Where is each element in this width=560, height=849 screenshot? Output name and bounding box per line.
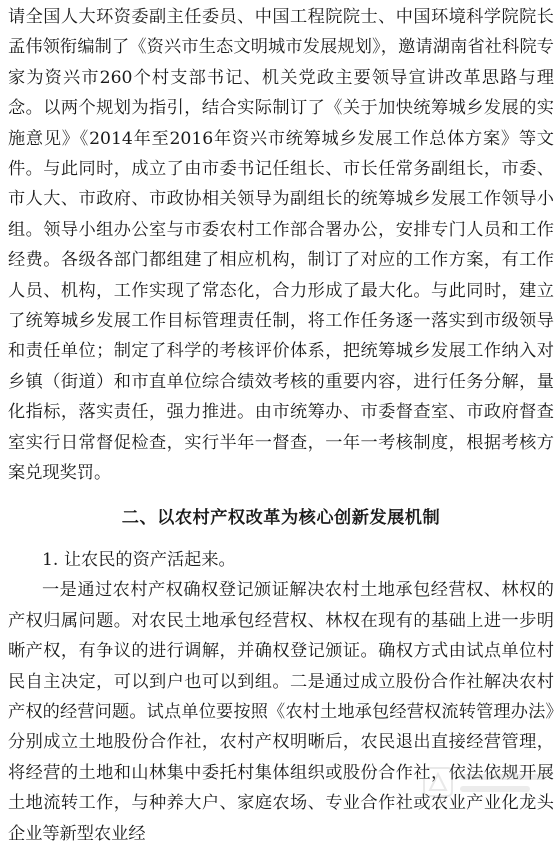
body-paragraph-2: 一是通过农村产权确权登记颁证解决农村土地承包经营权、林权的产权归属问题。对农民土地承包经营权、林权在现有的基础上进一步明晰产权，有争议的进行调解，并确权登记颁证。确权方式由试点单位村民自主决定，可以到户也可以到组。二是通过成立股份合作社解决农村产权的经营问题。试点单位要按照《农村土地承包经营权流转管理办法》分别成立土地股份合作社，农村产权明晰后，农民退出直接经营管理，将经营的土地和山林集中委托村集体组织或股份合作社，依法依规开展土地流转工作，与种养大户、家庭农场、专业合作社或农业产业化龙头企业等新型农业经 [8,580,554,844]
body-paragraph-1: 请全国人大环资委副主任委员、中国工程院院士、中国环境科学院院长孟伟领衔编制了《资兴市生态文明城市发展规划》，邀请湖南省社科院专家为资兴市260个村支部书记、机关党政主要领导宣讲改革思路与理念。以两个规划为指引，结合实际制订了《关于加快统筹城乡发展的实施意见》《2014年至2016年资兴市统筹城乡发展工作总体方案》等文件。与此同时，成立了由市委书记任组长、市长任常务副组长，市委、市人大、市政府、市政协相关领导为副组长的统筹城乡发展工作领导小组。领导小组办公室与市委农村工作部合署办公，安排专门人员和工作经费。各级各部门都组建了相应机构，制订了对应的工作方案，有工作人员、机构，工作实现了常态化，合力形成了最大化。与此同时，建立了统筹城乡发展工作目标管理责任制，将工作任务逐一落实到市级领导和责任单位；制定了科学的考核评价体系，把统筹城乡发展工作纳入对乡镇（街道）和市直单位综合绩效考核的重要内容，进行任务分解，量化指标，落实责任，强力推进。由市统筹办、市委督查室、市政府督查室实行日常督促检查，实行半年一督查，一年一考核制度，根据考核方案兑现奖罚。 [8,7,554,484]
subsection-heading: 1. 让农民的资产活起来。 [42,549,236,570]
section-heading: 二、以农村产权改革为核心创新发展机制 [121,507,441,528]
watermark-logo-icon [422,762,552,802]
